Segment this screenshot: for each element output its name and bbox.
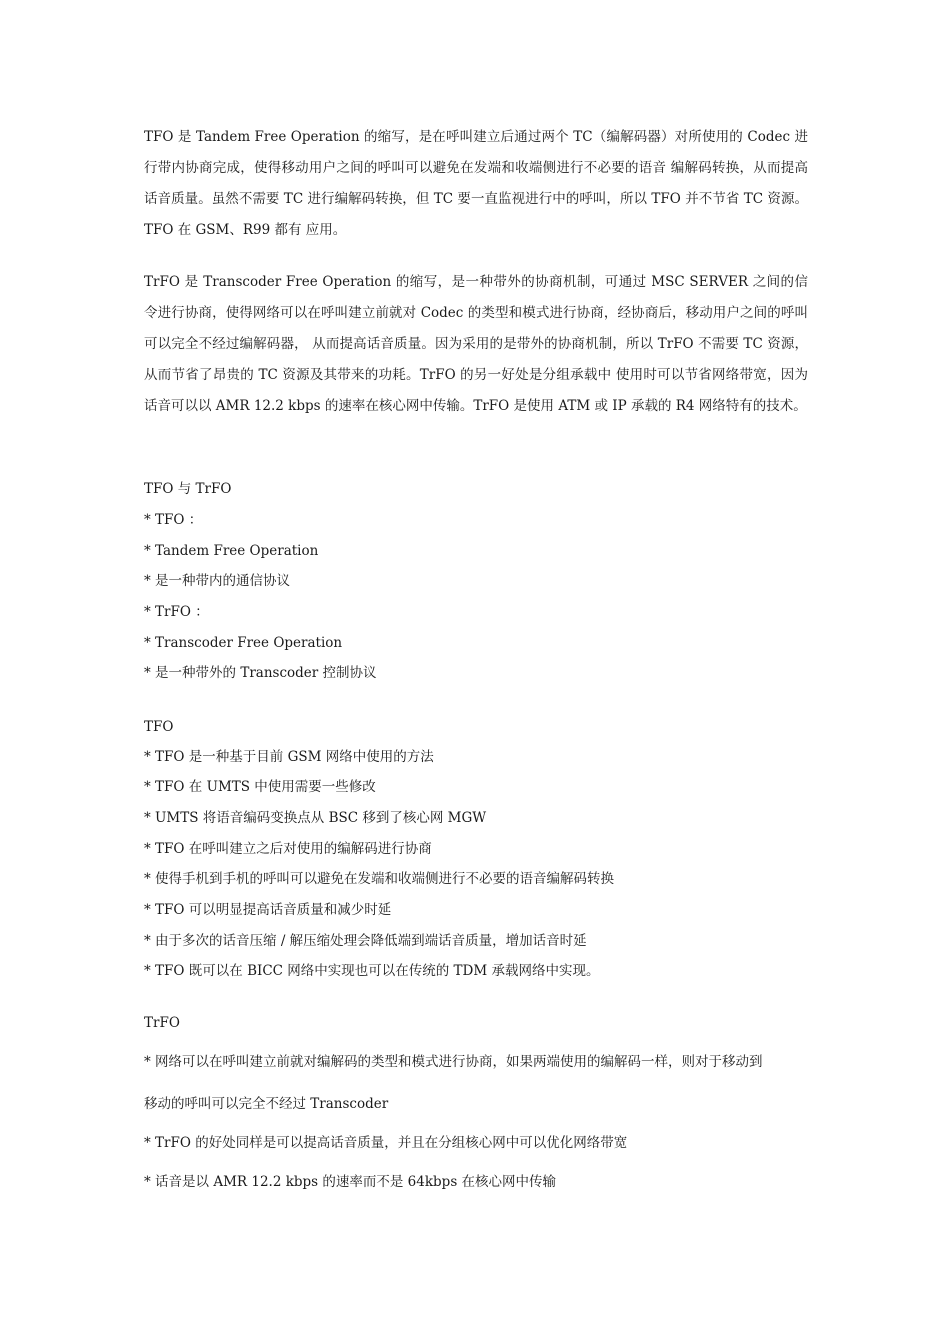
tfo-item: * TFO 是一种基于目前 GSM 网络中使用的方法 [144,749,434,765]
trfo-heading: TrFO [144,1015,180,1031]
compare-item: * TrFO ： [144,604,209,620]
compare-item: * TFO ： [144,512,203,528]
tfo-item: * TFO 在呼叫建立之后对使用的编解码进行协商 [144,841,432,857]
tfo-item: * TFO 在 UMTS 中使用需要一些修改 [144,779,376,795]
tfo-item: * UMTS 将语音编码变换点从 BSC 移到了核心网 MGW [144,810,487,826]
trfo-item: * 网络可以在呼叫建立前就对编解码的类型和模式进行协商，如果两端使用的编解码一样，则对于移动到 [144,1054,763,1070]
trfo-item: * TrFO 的好处同样是可以提高话音质量，并且在分组核心网中可以优化网络带宽 [144,1135,628,1151]
tfo-item: * TFO 既可以在 BICC 网络中实现也可以在传统的 TDM 承载网络中实现。 [144,963,600,979]
compare-item: * 是一种带外的 Transcoder 控制协议 [144,665,377,681]
tfo-item: * TFO 可以明显提高话音质量和减少时延 [144,902,392,918]
trfo-item: * 话音是以 AMR 12.2 kbps 的速率而不是 64kbps 在核心网中传输 [144,1174,557,1190]
tfo-intro-paragraph: TFO 是 Tandem Free Operation 的缩写，是在呼叫建立后通过两个 TC（编解码器）对所使用的 Codec 进行带内协商完成，使得移动用户之间的呼叫可以避免在发端和收端侧进行不必要的语音 编解码转换，从而提高话音质量。虽然不需要 TC 进行编解码转换，但 TC 要一直监视进行中的呼叫，所以 TFO 并不节省 TC 资源。TFO 在 GSM、R99 都有 应用。 [144,129,808,238]
tfo-heading: TFO [144,719,174,735]
compare-item: * Tandem Free Operation [144,543,319,559]
trfo-intro-paragraph: TrFO 是 Transcoder Free Operation 的缩写，是一种带外的协商机制，可通过 MSC SERVER 之间的信令进行协商，使得网络可以在呼叫建立前就对 Codec 的类型和模式进行协商，经协商后，移动用户之间的呼叫可以完全不经过编解码器， 从而提高话音质量。因为采用的是带外的协商机制，所以 TrFO 不需要 TC 资源，从而节省了昂贵的 TC 资源及其带来的功耗。TrFO 的另一好处是分组承载中 使用时可以节省网络带宽，因为话音可以以 AMR 12.2 kbps 的速率在核心网中传输。TrFO 是使用 ATM 或 IP 承载的 R4 网络特有的技术。 [144,274,808,414]
compare-heading: TFO 与 TrFO [144,481,232,497]
tfo-item: * 使得手机到手机的呼叫可以避免在发端和收端侧进行不必要的语音编解码转换 [144,871,615,887]
trfo-item: 移动的呼叫可以完全不经过 Transcoder [144,1096,389,1112]
compare-item: * Transcoder Free Operation [144,635,343,651]
compare-item: * 是一种带内的通信协议 [144,573,291,589]
tfo-item: * 由于多次的话音压缩 / 解压缩处理会降低端到端话音质量，增加话音时延 [144,933,587,949]
